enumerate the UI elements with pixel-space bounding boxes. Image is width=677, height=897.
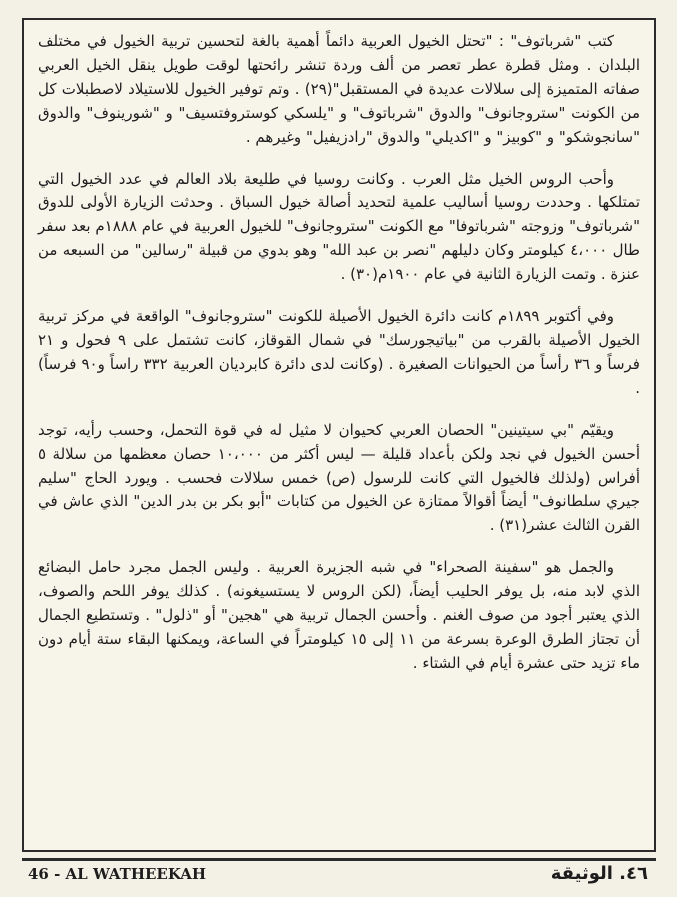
- page-frame: [22, 18, 656, 852]
- paragraph-4: ويقيّم "بي سيتينين" الحصان العربي كحيوان لا مثيل له في قوة التحمل، وحسب رأيه، توجد أحسن الخيول في نجد ولكن بأعداد قليلة — ليس أكثر من ١٠،٠٠٠ حصان معظمها من سلالة ٥ أفراس (ولذلك فالخيول التي كانت للرسول (ص) خمس سلالات فحسب . ويورد الحاج "سليم جيري سلطانوف" أيضاً أقوالاً ممتازة عن الخيول من كتابات "أبو بكر بن بدر الدين" الذي عاش في القرن الثالث عشر(٣١) .: [38, 420, 640, 535]
- page-footer: [22, 858, 656, 891]
- paragraph-5: والجمل هو "سفينة الصحراء" في شبه الجزيرة العربية . وليس الجمل مجرد حامل البضائع الذي لابد منه، بل يوفر الحليب أيضاً، (لكن الروس لا يستسيغونه) . كذلك يوفر اللحم والصوف، الذي يعتبر أجود من صوف الغنم . وأحسن الجمال تربية هي "هجين" أو "ذلول" . وتستطيع الجمال أن تجتاز الطرق الوعرة بسرعة من ١١ إلى ١٥ كيلومتراً في الساعة، ويمكنها البقاء ستة أيام دون ماء تزيد حتى عشرة أيام في الشتاء .: [38, 558, 641, 672]
- paragraph-1: كتب "شرباتوف" : "تحتل الخيول العربية دائماً أهمية بالغة لتحسين تربية الخيول في مختلف البلدان . ومثل قطرة عطر تعصر من ألف وردة تنشر رائحتها لوقت طويل ينقل الخيل العربي صفاته المتميزة إلى سلالات عديدة في المستقبل"(٢٩) . وتم توفير الخيول للاستيلاد لاصطبلات كل من الكونت "ستروجانوف" والدوق "شرباتوف" و "يلسكي كوستروفتسيف" و "شورينوف" والدوق "سانجوشكو" و "كوبيز" و "اكديلي" والدوق "رادزيفيل" وغيرهم .: [38, 32, 641, 146]
- article-body: [38, 30, 640, 676]
- paragraph-3: وفي أكتوبر ١٨٩٩م كانت دائرة الخيول الأصيلة للكونت "ستروجانوف" الواقعة في مركز تربية الخيول الأصيلة بالقرب من "بياتيجورسك" في شمال القوقاز، كانت تشتمل على ٩ فحول و ٢١ فرساً و ٣٦ رأساً من الحيوانات الصغيرة . (وكانت لدى دائرة كابرديان العربية ٣٣٢ راساً و٩٠ فرساً) .: [38, 307, 640, 397]
- footer-page-label-ar: ٤٦. الوثيقة: [550, 863, 648, 884]
- paragraph-2: وأحب الروس الخيل مثل العرب . وكانت روسيا في طليعة بلاد العالم في عدد الخيول التي تمتلكها . وحددت روسيا أساليب علمية لتحديد أصالة خيول السباق . وحدثت الزيارة الأولى للدوق "شرباتوف" وزوجته "شرباتوفا" مع الكونت "ستروجانوف" للخيول العربية في عام ١٨٨٨م بعد سفر طال ٤،٠٠٠ كيلومتر وكان دليلهم "نصر بن عبد الله" وهو بدوي من قبيلة "رسالين" من السبعه من عنزة . وتمت الزيارة الثانية في عام ١٩٠٠م(٣٠) .: [38, 169, 640, 284]
- footer-page-label-en: 46 - AL WATHEEKAH: [28, 865, 207, 883]
